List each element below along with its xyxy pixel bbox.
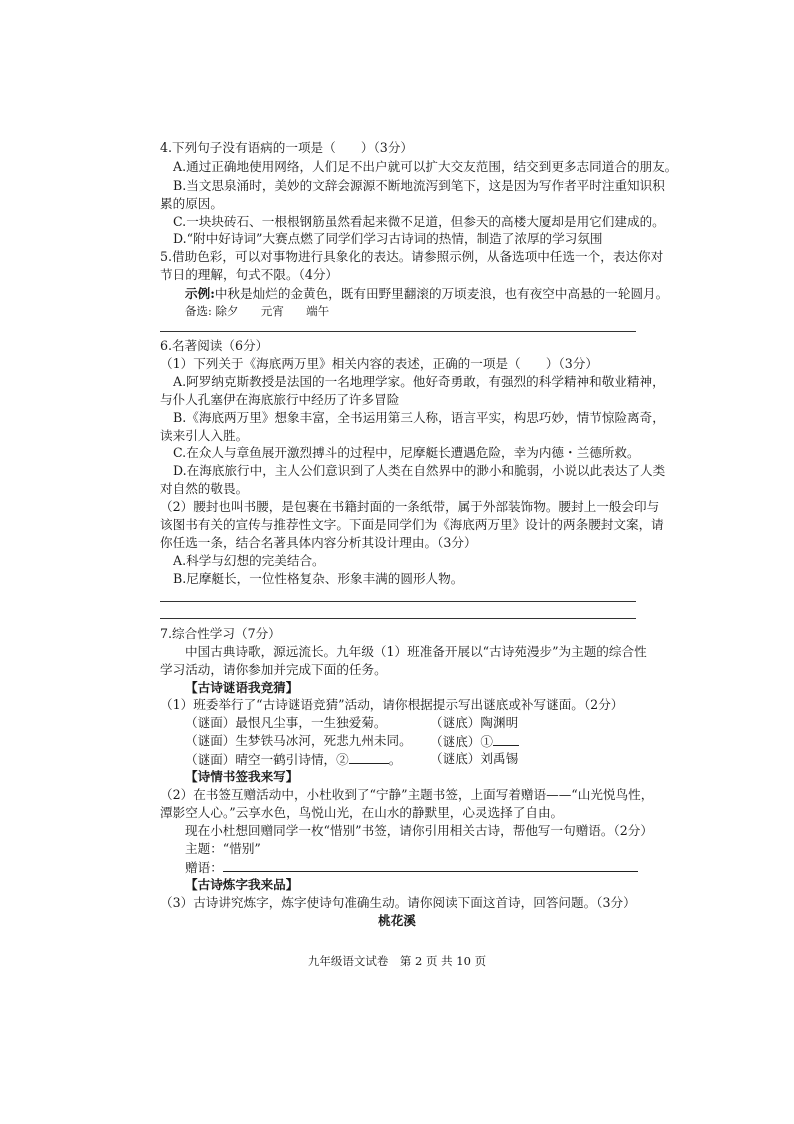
- q7-gift-blank[interactable]: [223, 859, 638, 872]
- q5-options-label: 备选:: [185, 304, 212, 318]
- q6-option-d-line2: 对自然的敬畏。: [160, 481, 249, 496]
- riddle-2-answer: [430, 733, 519, 750]
- q5-answer-line: [160, 331, 636, 332]
- q7-gift-label: 赠语：: [185, 860, 223, 875]
- q7-intro-line2: 学习活动，请你参加并完成下面的任务。: [160, 662, 387, 677]
- q5-stem-line2: 节日的理解，句式不限。（4分）: [160, 267, 339, 282]
- q6-option-b-line1: B.《海底两万里》想象丰富，全书运用第三人称，语言平实，构思巧妙，情节惊险离奇，: [173, 410, 665, 425]
- q5-stem-line1: 5.借助色彩，可以对事物进行具象化的表达。请参照示例，从备选项中任选一个，表达你对: [160, 249, 664, 264]
- q7-section1-title: 【古诗谜语我竞猜】: [185, 680, 299, 695]
- q7-theme: 主题：“惜别”: [185, 841, 261, 856]
- q5-option-3: 端午: [306, 304, 330, 318]
- q6-option-c: C.在众人与章鱼展开激烈搏斗的过程中，尼摩艇长遭遇危险，幸为内德・兰德所救。: [173, 445, 640, 460]
- q6-option-a-line2: 与仆人孔塞伊在海底旅行中经历了许多冒险: [160, 392, 400, 407]
- q7-gift-row: [185, 859, 638, 876]
- riddle-3-face: [185, 751, 401, 768]
- q6-part2-line2: 该图书有关的宣传与推荐性文字。下面是同学们为《海底两万里》设计的两条腰封文案，请: [160, 517, 664, 532]
- q7-section1-stem: （1）班委举行了“古诗谜语竞猜”活动，请你根据提示写出谜底或补写谜面。（2分）: [160, 697, 624, 712]
- q6-option-a-line1: A.阿罗纳克斯教授是法国的一名地理学家。他好奇勇敢，有强烈的科学精神和敬业精神，: [173, 374, 665, 389]
- q5-option-1: 除夕: [215, 304, 239, 318]
- q7-title: 7.综合性学习（7分）: [160, 626, 281, 641]
- q4-option-b-line2: 累的原因。: [160, 196, 223, 211]
- poem-title: 桃花溪: [378, 913, 416, 928]
- q6-answer-line-1: [160, 601, 636, 602]
- q7-intro-line1: 中国古典诗歌，源远流长。九年级（1）班准备开展以“古诗苑漫步”为主题的综合性: [185, 644, 647, 659]
- q4-option-c: C.一块块砖石、一根根钢筋虽然看起来微不足道，但参天的高楼大厦却是用它们建成的。: [173, 214, 665, 229]
- q6-part1-stem: （1）下列关于《海底两万里》相关内容的表述，正确的一项是（ ）（3分）: [160, 356, 598, 371]
- q5-example: [185, 286, 668, 302]
- q7-section2-line3: 现在小杜想回赠同学一枚“惜别”书签，请你引用相关古诗，帮他写一句赠语。（2分）: [185, 823, 653, 838]
- q7-section2-title: 【诗情书签我来写】: [185, 769, 299, 784]
- q6-option-d-line1: D.在海底旅行中，主人公们意识到了人类在自然界中的渺小和脆弱，小说以此表达了人类: [173, 463, 666, 478]
- q7-section2-line2: 潭影空人心。”云享水色，鸟悦山光，在山水的静默里，心灵选择了自由。: [160, 805, 564, 820]
- q7-section2-line1: （2）在书签互赠活动中，小杜收到了“宁静”主题书签，上面写着赠语——“山光悦鸟性，: [160, 787, 654, 802]
- q5-options: [185, 303, 329, 319]
- riddle-3-blank[interactable]: [349, 751, 389, 764]
- riddle-3-face-end: 。: [388, 752, 402, 767]
- q6-slogan-b: B.尼摩艇长，一位性格复杂、形象丰满的圆形人物。: [173, 571, 464, 586]
- q6-slogan-a: A.科学与幻想的完美结合。: [173, 553, 325, 568]
- q6-option-b-line2: 读来引人入胜。: [160, 428, 249, 443]
- q6-part2-line3: 你任选一条，结合名著具体内容分析其设计理由。（3分）: [160, 535, 477, 550]
- q5-example-label: 示例:: [185, 286, 215, 301]
- q4-option-b-line1: B.当文思泉涌时，美妙的文辞会源源不断地流泻到笔下，这是因为写作者平时注重知识积: [173, 178, 665, 193]
- q7-section3-stem: （3）古诗讲究炼字，炼字使诗句准确生动。请你阅读下面这首诗，回答问题。（3分）: [160, 895, 636, 910]
- q4-stem: 4.下列句子没有语病的一项是（ ）（3分）: [160, 140, 414, 155]
- riddle-3-face-text: （谜面）晴空一鹤引诗情，②: [185, 752, 349, 767]
- riddle-2-face: （谜面）生梦铁马冰河，死悲九州未同。: [185, 733, 412, 748]
- riddle-3-answer: （谜底）刘禹锡: [430, 751, 519, 766]
- q4-option-d: D.“附中好诗词”大赛点燃了同学们学习古诗词的热情，制造了浓厚的学习氛围: [173, 231, 603, 246]
- q5-example-text: 中秋是灿烂的金黄色，既有田野里翻滚的万顷麦浪，也有夜空中高悬的一轮圆月。: [214, 286, 669, 301]
- q6-answer-line-2: [160, 618, 636, 619]
- riddle-2-blank[interactable]: [493, 733, 519, 746]
- riddle-1-answer: （谜底）陶渊明: [430, 715, 519, 730]
- riddle-1-face: （谜面）最恨凡尘事，一生独爱菊。: [185, 715, 387, 730]
- q6-part2-line1: （2）腰封也叫书腰，是包裹在书籍封面的一条纸带，属于外部装饰物。腰封上一般会印与: [160, 499, 660, 514]
- q6-title: 6.名著阅读（6分）: [160, 338, 269, 353]
- q7-section3-title: 【古诗炼字我来品】: [185, 877, 299, 892]
- q4-option-a: A.通过正确地使用网络，人们足不出户就可以扩大交友范围，结交到更多志同道合的朋友。: [173, 159, 678, 174]
- q5-option-2: 元宵: [260, 304, 284, 318]
- page-footer: 九年级语文试卷 第 2 页 共 10 页: [307, 954, 487, 968]
- riddle-2-answer-label: （谜底）①: [430, 734, 493, 749]
